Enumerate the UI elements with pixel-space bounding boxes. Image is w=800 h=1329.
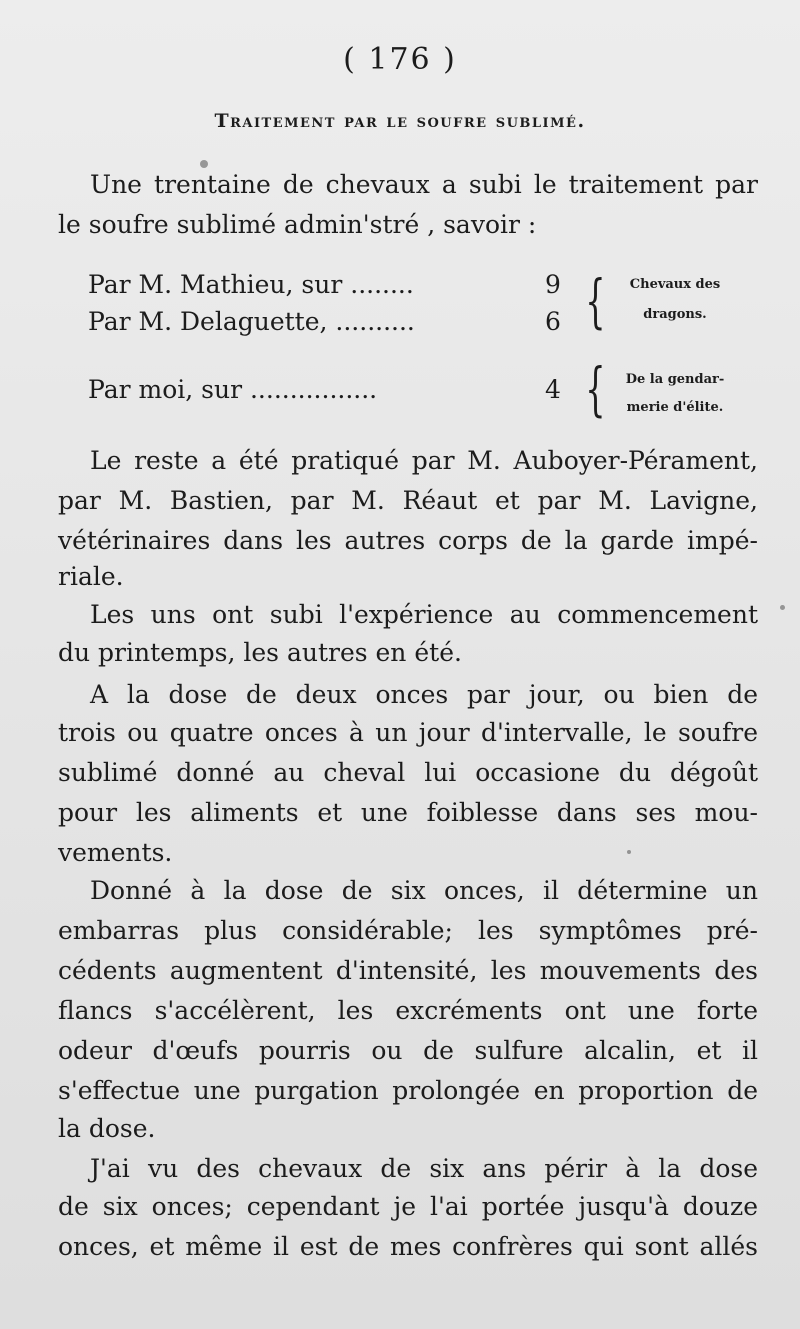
- breakdown-item-label: Par M. Delaguette, ..........: [88, 307, 415, 336]
- section-heading: Traitement par le soufre sublimé.: [214, 110, 586, 132]
- group-label: De la gendar-: [625, 372, 725, 387]
- text-line: J'ai vu des chevaux de six ans périr à la dose: [90, 1154, 758, 1183]
- ink-speck: [200, 160, 208, 168]
- text-line: pour les aliments et une foiblesse dans ses mou-: [58, 798, 758, 827]
- text-line: vétérinaires dans les autres corps de la garde impé-: [58, 526, 758, 555]
- breakdown-item-label: Par M. Mathieu, sur ........: [88, 270, 414, 299]
- text-line: du printemps, les autres en été.: [58, 638, 462, 667]
- group-label: Chevaux des: [629, 277, 721, 292]
- group-label: merie d'élite.: [626, 400, 724, 415]
- text-line: cédents augmentent d'intensité, les mouvements des: [58, 956, 758, 985]
- text-line: A la dose de deux onces par jour, ou bien de: [90, 680, 758, 709]
- ink-speck: [780, 605, 785, 610]
- text-line: s'effectue une purgation prolongée en proportion de: [58, 1076, 758, 1105]
- group-brace: {: [585, 355, 606, 423]
- text-line: par M. Bastien, par M. Réaut et par M. Lavigne,: [58, 486, 758, 515]
- text-line: Les uns ont subi l'expérience au commencement: [90, 600, 758, 629]
- group-label: dragons.: [643, 307, 707, 322]
- page-number: ( 176 ): [343, 42, 457, 77]
- intro-line: Une trentaine de chevaux a subi le traitement par: [90, 170, 758, 199]
- text-line: odeur d'œufs pourris ou de sulfure alcalin, et il: [58, 1036, 758, 1065]
- text-line: riale.: [58, 562, 124, 591]
- text-line: trois ou quatre onces à un jour d'intervalle, le soufre: [58, 718, 758, 747]
- text-line: sublimé donné au cheval lui occasione du dégoût: [58, 758, 758, 787]
- text-line: flancs s'accélèrent, les excréments ont une forte: [58, 996, 758, 1025]
- intro-line: le soufre sublimé admin'stré , savoir :: [58, 210, 537, 239]
- text-line: Donné à la dose de six onces, il détermine un: [90, 876, 758, 905]
- text-line: vements.: [58, 838, 173, 867]
- breakdown-item-count: 9: [545, 270, 561, 299]
- text-line: Le reste a été pratiqué par M. Auboyer-Pérament,: [90, 446, 758, 475]
- text-line: onces, et même il est de mes confrères qui sont allés: [58, 1232, 758, 1261]
- text-line: embarras plus considérable; les symptômes pré-: [58, 916, 758, 945]
- breakdown-item-count: 4: [545, 375, 561, 404]
- breakdown-item-count: 6: [545, 307, 561, 336]
- text-line: la dose.: [58, 1114, 156, 1143]
- group-brace: {: [585, 267, 606, 335]
- text-line: de six onces; cependant je l'ai portée jusqu'à douze: [58, 1192, 758, 1221]
- ink-speck: [627, 850, 631, 854]
- breakdown-item-label: Par moi, sur ................: [88, 375, 378, 404]
